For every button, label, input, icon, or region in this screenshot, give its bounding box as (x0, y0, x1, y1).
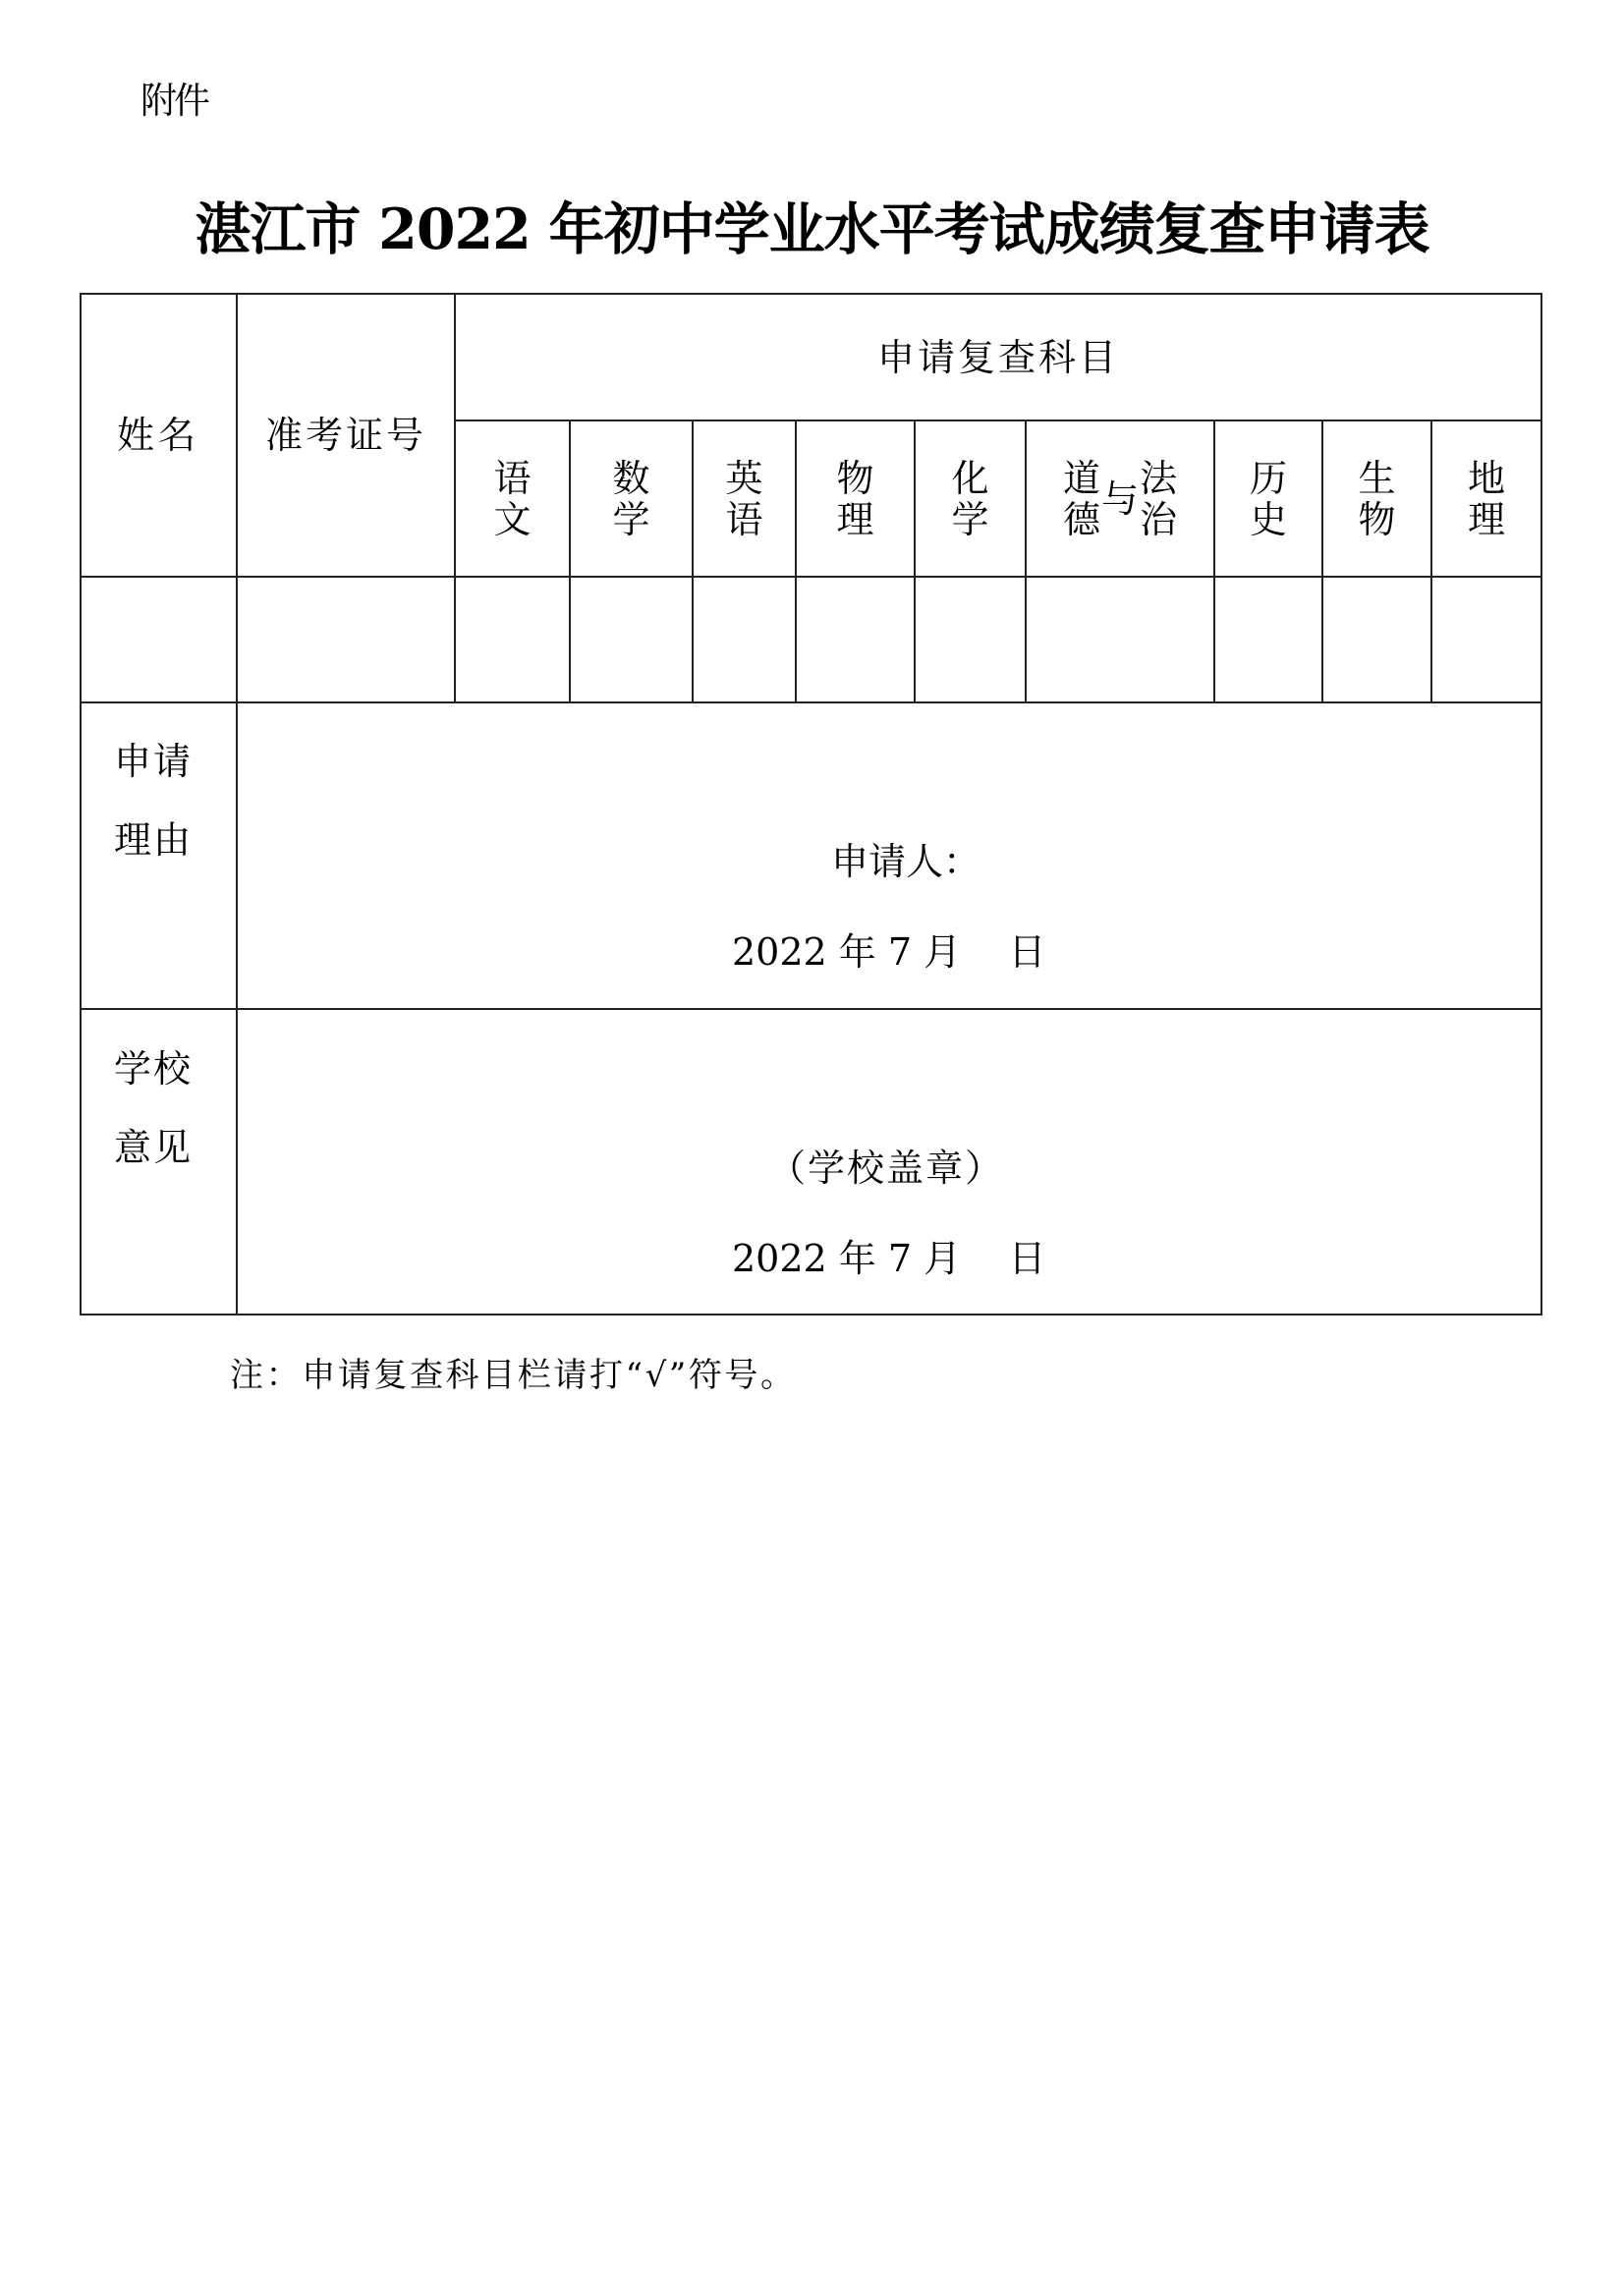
table-border-right (1540, 293, 1542, 1315)
subject-char: 与 (1100, 476, 1139, 521)
subject-char: 生 (1358, 456, 1396, 500)
subject-char: 德 (1062, 497, 1100, 541)
name-header-label: 姓名 (116, 414, 199, 457)
reason-label-line2: 理由 (114, 818, 194, 862)
table-border-bottom (80, 1314, 1542, 1315)
subject-char: 数 (612, 456, 650, 500)
page-title: 湛江市 2022 年初中学业水平考试成绩复查申请表 (195, 196, 1429, 262)
subject-char: 化 (951, 456, 989, 500)
school-label-line2: 意见 (114, 1126, 194, 1169)
school-label-line1: 学校 (114, 1047, 194, 1091)
check-cell-history[interactable] (1215, 578, 1321, 701)
subject-char: 学 (612, 497, 650, 541)
reason-label-line1: 申请 (114, 740, 194, 783)
subject-char: 地 (1467, 456, 1505, 500)
column-header-exam-id (238, 295, 454, 576)
subject-math (571, 421, 692, 576)
subjects-group-label: 申请复查科目 (876, 335, 1119, 379)
subject-char: 史 (1249, 497, 1287, 541)
reason-label (114, 737, 193, 865)
exam-id-header-label: 准考证号 (264, 414, 426, 457)
school-seal-label: （学校盖章） (768, 1147, 1005, 1190)
subject-chinese (456, 421, 569, 576)
subject-char: 理 (836, 497, 874, 541)
subject-char: 物 (1358, 497, 1396, 541)
column-header-subjects (456, 295, 1540, 420)
check-cell-math[interactable] (571, 578, 692, 701)
subject-morality-and-law (1027, 421, 1213, 576)
reason-date: 2022 年 7 月 日 (732, 930, 1046, 974)
applicant-signature-label: 申请人： (830, 840, 980, 883)
check-cell-chinese[interactable] (456, 578, 569, 701)
subject-char: 理 (1467, 497, 1505, 541)
subject-char: 学 (951, 497, 989, 541)
subject-history (1215, 421, 1321, 576)
column-header-name (81, 295, 236, 576)
check-cell-chemistry[interactable] (916, 578, 1025, 701)
exam-id-entry-cell[interactable] (238, 578, 454, 701)
check-cell-geography[interactable] (1432, 578, 1540, 701)
check-cell-physics[interactable] (797, 578, 914, 701)
footnote: 注：申请复查科目栏请打“√”符号。 (230, 1356, 797, 1395)
check-cell-morality-and-law[interactable] (1027, 578, 1213, 701)
subject-char: 治 (1140, 497, 1178, 541)
check-cell-biology[interactable] (1323, 578, 1430, 701)
subject-english (694, 421, 795, 576)
subject-char: 物 (836, 456, 874, 500)
school-date: 2022 年 7 月 日 (732, 1237, 1046, 1280)
subject-geography (1432, 421, 1540, 576)
name-entry-cell[interactable] (82, 578, 236, 701)
subject-char: 文 (493, 497, 532, 541)
check-cell-english[interactable] (694, 578, 795, 701)
subject-char: 语 (493, 456, 532, 500)
subject-char: 道 (1062, 456, 1100, 500)
attachment-label: 附件 (140, 80, 207, 122)
school-opinion-label (114, 1044, 193, 1172)
subject-chemistry (916, 421, 1025, 576)
subject-char: 英 (725, 456, 763, 500)
subject-char: 历 (1249, 456, 1287, 500)
subject-char: 法 (1140, 456, 1178, 500)
subject-physics (797, 421, 914, 576)
subject-char: 语 (725, 497, 763, 541)
subject-biology (1323, 421, 1430, 576)
